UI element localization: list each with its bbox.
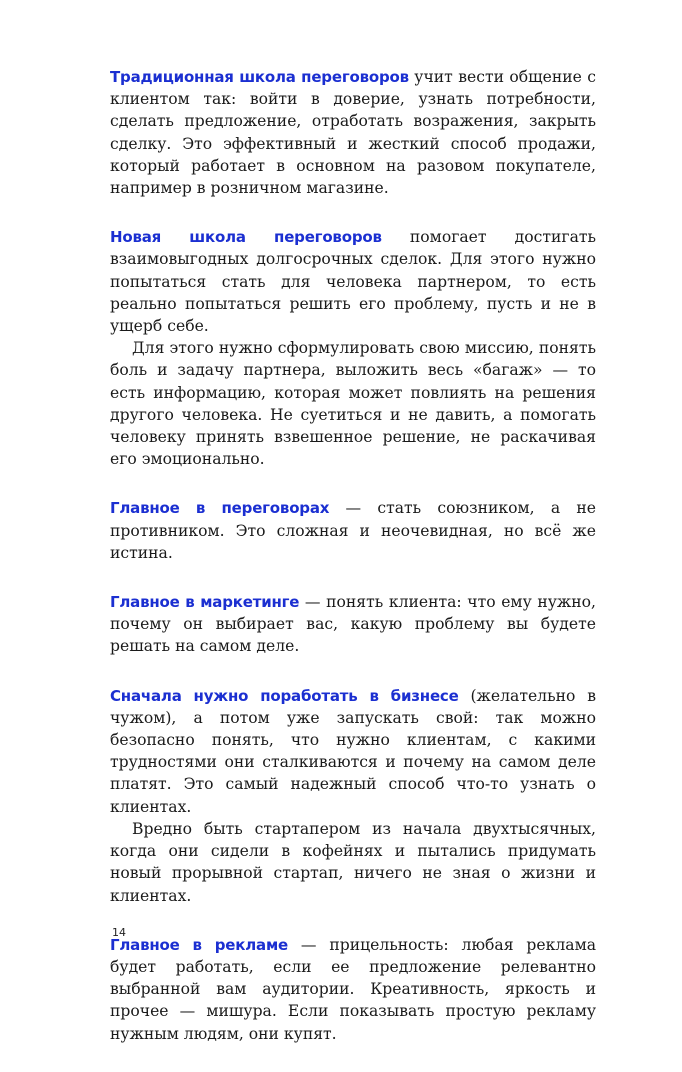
paragraph (110, 591, 596, 658)
section-work-in-business-first (110, 685, 596, 907)
lead-phrase: Сначала нужно поработать в бизнесе (110, 686, 459, 705)
paragraph (110, 337, 596, 470)
paragraph (110, 685, 596, 818)
section-main-in-marketing (110, 591, 596, 658)
lead-phrase: Новая школа переговоров (110, 228, 382, 247)
paragraph (110, 818, 596, 907)
paragraph-text: учит вести общение с клиентом так: войти в доверие, узнать потребности, сделать предложение, отработать возражения, закрыть сделку. Это эффективный и жесткий способ продажи, который работает в основном на разовом покупателе, например в розничном магазине. (110, 68, 596, 198)
lead-phrase: Главное в переговорах (110, 499, 330, 518)
paragraph-text: Вредно быть стартапером из начала двухтысячных, когда они сидели в кофейнях и пытались придумать новый прорывной стартап, ничего не зная о жизни и клиентах. (110, 819, 596, 905)
paragraph (110, 66, 596, 199)
lead-phrase: Главное в рекламе (110, 935, 289, 954)
lead-phrase: Традиционная школа переговоров (110, 68, 409, 86)
page-content (110, 66, 596, 1072)
section-traditional-negotiation (110, 66, 596, 199)
paragraph-text: помогает достигать взаимовыгодных долгосрочных сделок. Для этого нужно попытаться стать для человека партнером, то есть реально попытаться решить его проблему, пусть и не в ущерб себе. (110, 228, 596, 336)
page-number: 14 (112, 926, 126, 939)
lead-phrase: Главное в маркетинге (110, 593, 300, 612)
paragraph-text: Для этого нужно сформулировать свою миссию, понять боль и задачу партнера, выложить весь «багаж» — то есть информацию, которая может повлиять на решения другого человека. Не суетиться и не давить, а помогать человеку принять взвешенное решение, не раскачивая его эмоционально. (110, 339, 596, 469)
paragraph (110, 934, 596, 1045)
section-main-in-negotiation (110, 497, 596, 564)
paragraph-text: — стать союзником, а не противником. Это сложная и неочевидная, но всё же истина. (110, 499, 596, 562)
section-main-in-advertising (110, 934, 596, 1045)
paragraph-text: — понять клиента: что ему нужно, почему он выбирает вас, какую проблему вы будете решать на самом деле. (110, 593, 596, 656)
paragraph-text: — прицельность: любая реклама будет работать, если ее предложение релевантно выбранной вам аудитории. Креативность, яркость и прочее — мишура. Если показывать простую рекламу нужным людям, они купят. (110, 935, 596, 1043)
paragraph (110, 226, 596, 337)
paragraph (110, 497, 596, 564)
section-new-negotiation (110, 226, 596, 470)
paragraph-text: (желательно в чужом), а потом уже запускать свой: так можно безопасно понять, что нужно клиентам, с какими трудностями они сталкиваются и почему на самом деле платят. Это самый надежный способ что-то узнать о клиентах. (110, 686, 596, 816)
